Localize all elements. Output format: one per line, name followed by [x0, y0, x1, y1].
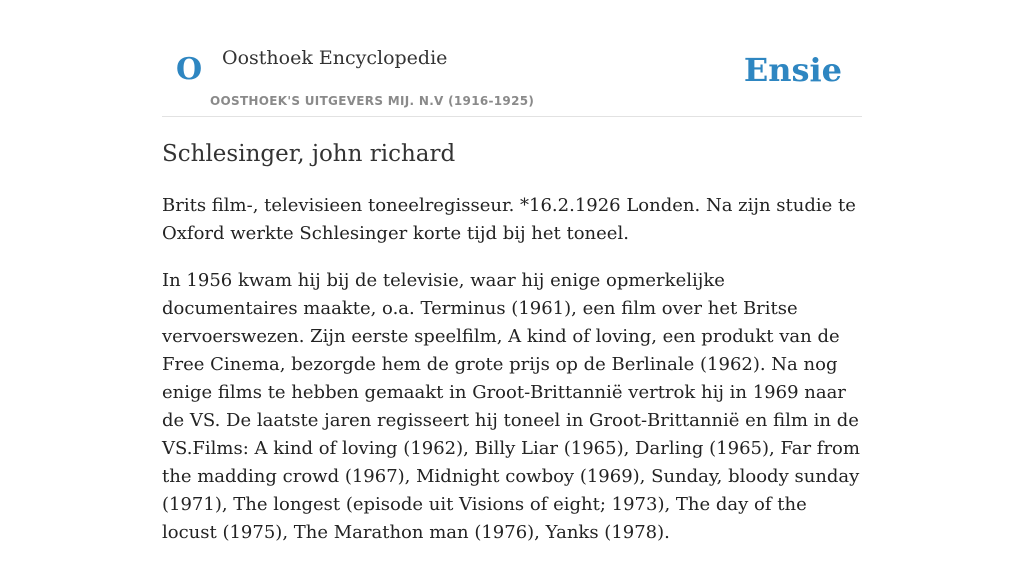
- publisher-subtitle: OOSTHOEK'S UITGEVERS MIJ. N.V (1916-1925): [210, 94, 535, 108]
- site-title-link[interactable]: Oosthoek Encyclopedie: [222, 47, 448, 69]
- site-logo[interactable]: O: [176, 52, 203, 87]
- ensie-brand-logo[interactable]: Ensie: [743, 51, 842, 89]
- article-paragraph-career: In 1956 kwam hij bij de televisie, waar hij enige opmerkelijke documentaires maakte, o.a. Terminus (1961), een film over het Britse vervoerswezen. Zijn eerste speelfilm, A kind of loving, een produkt van de Free Cinema, bezorgde hem de grote prijs op de Berlinale (1962). Na nog enige films te hebben gemaakt in Groot-Brittannië vertrok hij in 1969 naar de VS. De laatste jaren regisseert hij toneel in Groot-Brittannië en film in de VS.Films: A kind of loving (1962), Billy Liar (1965), Darling (1965), Far from the madding crowd (1967), Midnight cowboy (1969), Sunday, bloody sunday (1971), The longest (episode uit Visions of eight; 1973), The day of the locust (1975), The Marathon man (1976), Yanks (1978).: [162, 270, 860, 543]
- article-body: [162, 192, 862, 566]
- page: [162, 0, 862, 543]
- article-title: Schlesinger, john richard: [162, 141, 456, 167]
- article-paragraph-intro: Brits film-, televisieen toneelregisseur. *16.2.1926 Londen. Na zijn studie te Oxford werkte Schlesinger korte tijd bij het toneel.: [162, 195, 856, 244]
- site-header: [162, 0, 862, 117]
